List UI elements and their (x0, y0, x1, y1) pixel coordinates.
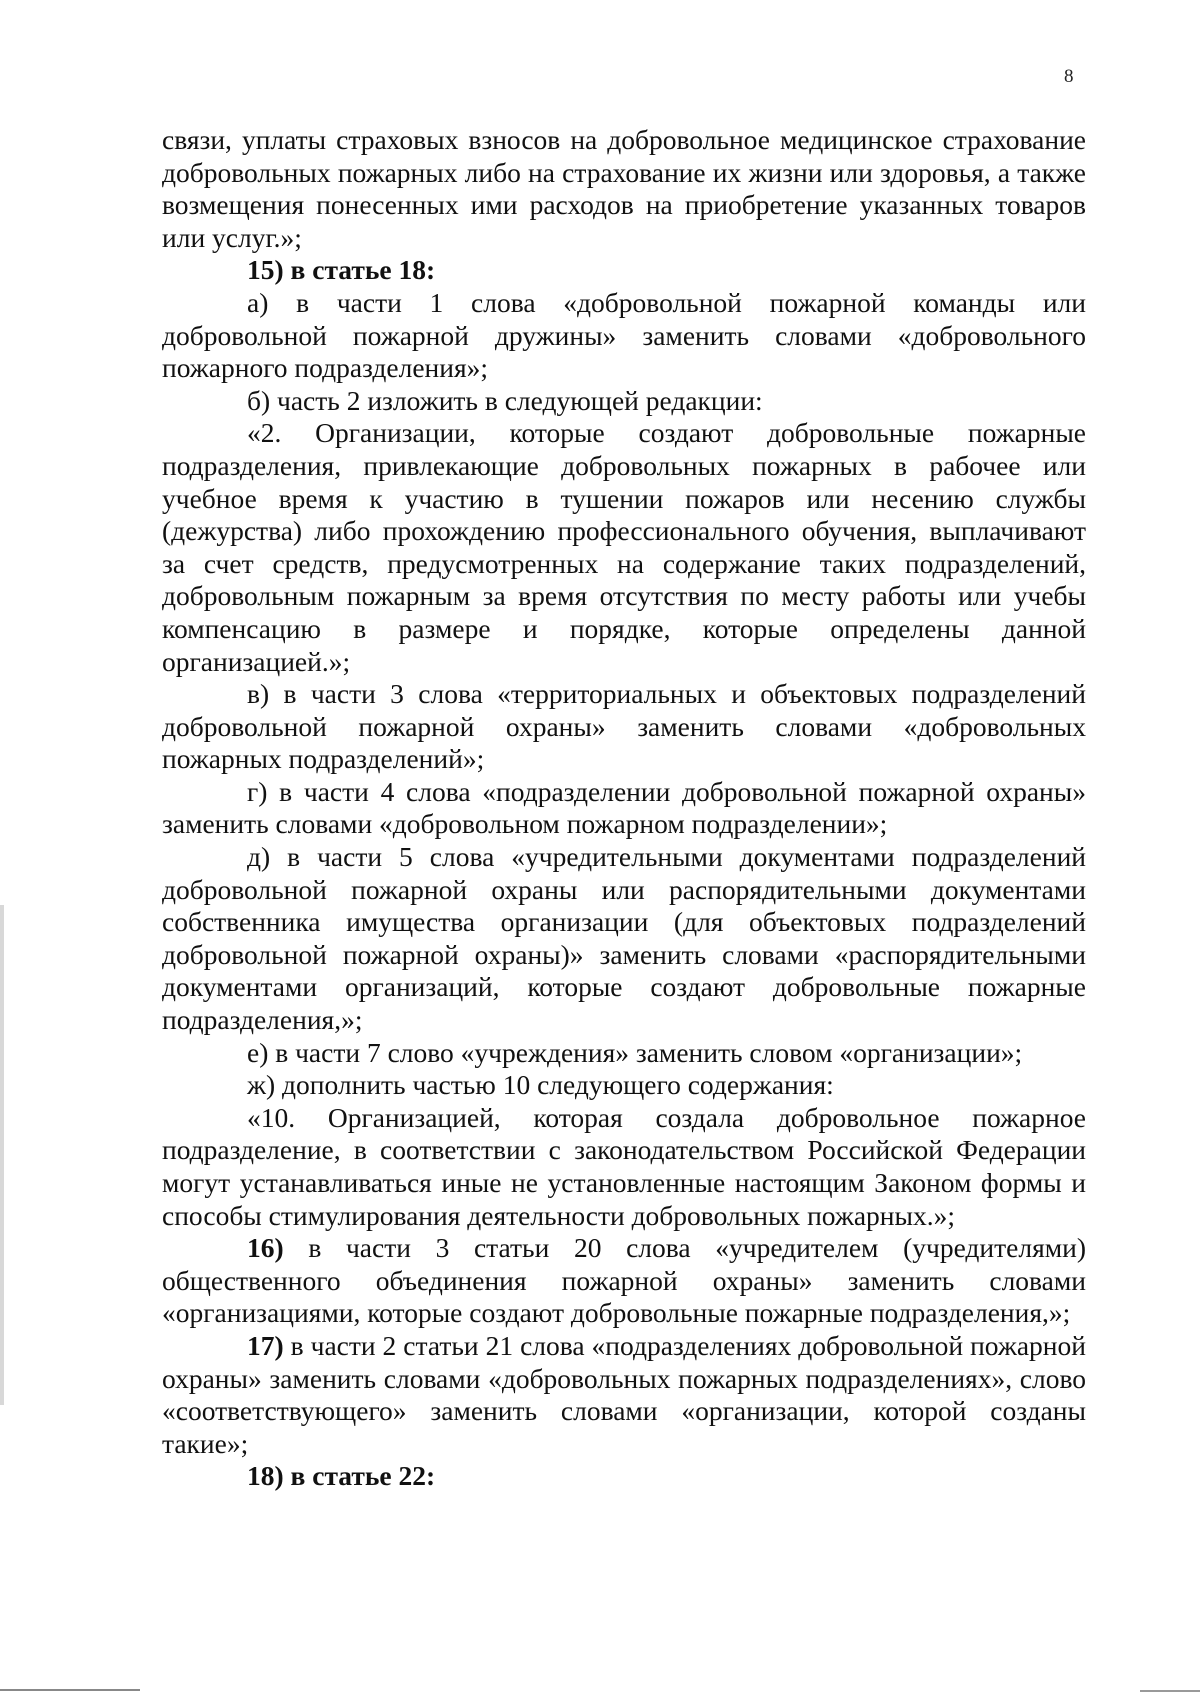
paragraph (162, 385, 1086, 418)
paragraph-text: «2. Организации, которые создают добровольные пожарные подразделения, привлекающие добровольных пожарных в рабочее или учебное время к участию в тушении пожаров или несению службы (дежурства) либо прохождению профессионального обучения, выплачивают за счет средств, предусмотренных на содержание таких подразделений, добровольным пожарным за время отсутствия по месту работы или учебы компенсацию в размере и порядке, которые определены данной организацией.»; (162, 417, 1086, 677)
scan-edge-shadow (0, 905, 4, 1405)
paragraph-bold-prefix: 18) в статье 22: (247, 1460, 436, 1492)
page-number: 8 (1064, 66, 1074, 87)
paragraph-text: е) в части 7 слово «учреждения» заменить словом «организации»; (247, 1036, 1023, 1068)
document-body (162, 124, 1086, 1493)
paragraph (162, 287, 1086, 385)
paragraph (162, 678, 1086, 776)
paragraph (162, 1232, 1086, 1330)
scan-bottom-line (0, 1689, 140, 1691)
paragraph-text: б) часть 2 изложить в следующей редакции: (247, 384, 763, 416)
paragraph-bold-prefix: 16) (247, 1232, 284, 1264)
paragraph (162, 776, 1086, 841)
paragraph (162, 417, 1086, 678)
scan-bottom-line-right (1140, 1690, 1200, 1692)
paragraph-text: «10. Организацией, которая создала добровольное пожарное подразделение, в соответствии с законодательством Российской Федерации могут устанавливаться иные не установленные настоящим Законом формы и способы стимулирования деятельности добровольных пожарных.»; (162, 1101, 1086, 1231)
paragraph (162, 1069, 1086, 1102)
paragraph-text: ж) дополнить частью 10 следующего содержания: (247, 1069, 834, 1101)
paragraph-bold-prefix: 17) (247, 1329, 284, 1361)
paragraph-text: в части 2 статьи 21 слова «подразделениях добровольной пожарной охраны» заменить словами «добровольных пожарных подразделениях», слово «соответствующего» заменить словами «организации, которой созданы такие»; (162, 1329, 1086, 1459)
paragraph (162, 124, 1086, 254)
paragraph-text: в) в части 3 слова «территориальных и объектовых подразделений добровольной пожарной охраны» заменить словами «добровольных пожарных подразделений»; (162, 678, 1086, 775)
paragraph-text: а) в части 1 слова «добровольной пожарной команды или добровольной пожарной дружины» заменить словами «добровольного пожарного подразделения»; (162, 286, 1086, 384)
paragraph-text: г) в части 4 слова «подразделении добровольной пожарной охраны» заменить словами «добровольном пожарном подразделении»; (162, 775, 1086, 840)
paragraph-text: связи, уплаты страховых взносов на добровольное медицинское страхование добровольных пожарных либо на страхование их жизни или здоровья, а также возмещения понесенных ими расходов на приобретение указанных товаров или услуг.»; (162, 124, 1086, 253)
paragraph (162, 1460, 1086, 1493)
paragraph (162, 1102, 1086, 1232)
paragraph-text: д) в части 5 слова «учредительными документами подразделений добровольной пожарной охраны или распорядительными документами собственника имущества организации (для объектовых подразделений добровольной пожарной охраны)» заменить словами «распорядительными документами организаций, которые создают добровольные пожарные подразделения,»; (162, 841, 1086, 1036)
paragraph (162, 1330, 1086, 1460)
paragraph-text: в части 3 статьи 20 слова «учредителем (учредителями) общественного объединения пожарной охраны» заменить словами «организациями, которые создают добровольные пожарные подразделения,»; (162, 1232, 1086, 1329)
paragraph (162, 254, 1086, 287)
paragraph-bold-prefix: 15) в статье 18: (247, 254, 436, 286)
paragraph (162, 1037, 1086, 1070)
paragraph (162, 841, 1086, 1037)
